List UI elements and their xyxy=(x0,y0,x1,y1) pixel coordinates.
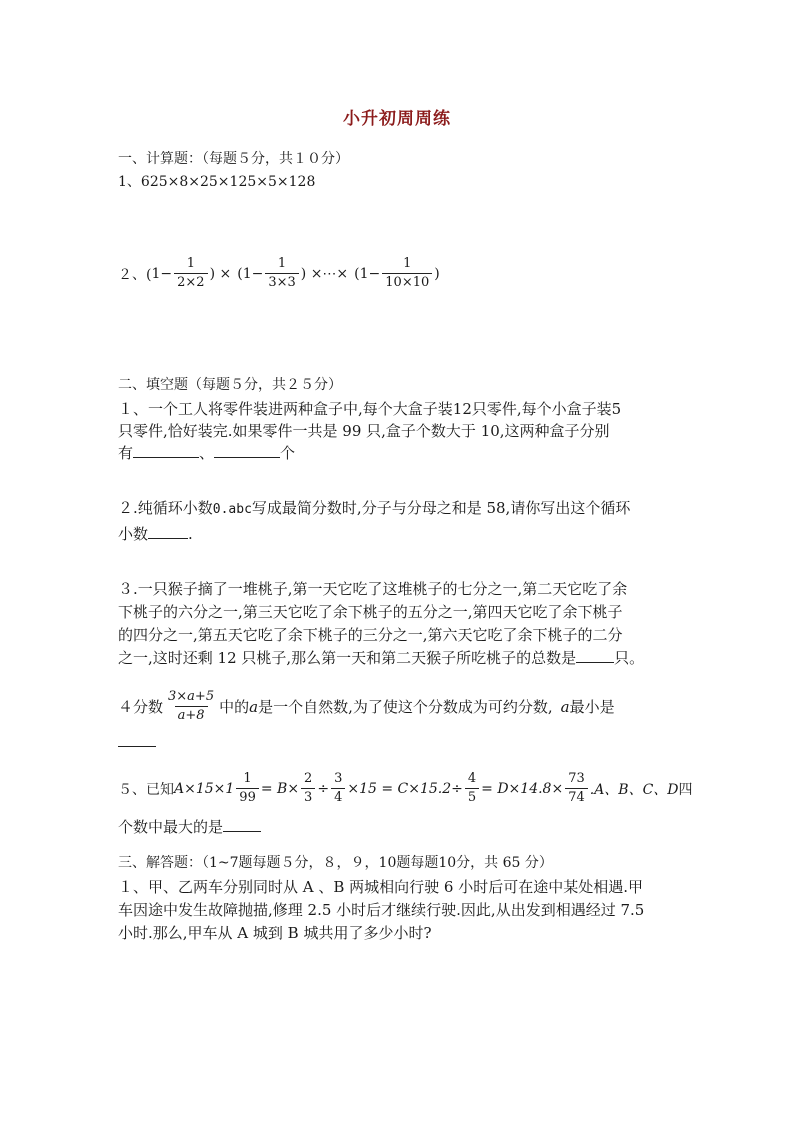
s2-q4-text-a: ４分数 xyxy=(118,698,164,716)
q5-expr-6: .A、B、C、D xyxy=(589,781,679,798)
q5-fraction-1 xyxy=(236,770,259,807)
s2-q1-line-2: 只零件,恰好装完.如果零件一共是 99 只,盒子个数大于 10,这两种盒子分别 xyxy=(118,422,610,440)
s2-q3-end: 只。 xyxy=(614,649,645,667)
q5-f2-num: 2 xyxy=(304,771,313,786)
s2-q5-line-1 xyxy=(118,770,693,807)
q4-var: a xyxy=(249,697,259,716)
answer-blank-5[interactable] xyxy=(118,732,156,747)
q2-one-3: 1 xyxy=(359,265,369,282)
q4-fraction xyxy=(165,688,217,725)
s2-q2-line-1 xyxy=(118,497,630,521)
q2-f2-den: 3×3 xyxy=(265,273,298,292)
s2-q5-text-a: ５、已知 xyxy=(118,781,174,798)
s2-q2-text-c: 小数 xyxy=(118,525,149,543)
q2-minus-3: − xyxy=(368,265,381,282)
q2-f1-den: 2×2 xyxy=(174,273,207,292)
s2-q5-line-2 xyxy=(118,816,261,838)
repeating-decimal: 0.abc xyxy=(212,502,252,517)
q2-f3-num: 1 xyxy=(403,256,412,271)
q5-fraction-3 xyxy=(331,770,345,807)
q5-expr-3: ÷ xyxy=(317,780,330,797)
q2-open-3: ( xyxy=(354,265,360,282)
s2-q1-text-b: 、 xyxy=(199,444,215,462)
s2-q3-line-3: 的四分之一,第五天它吃了余下桃子的三分之一,第六天它吃了余下桃子的二分 xyxy=(118,626,623,644)
q2-f3-den: 10×10 xyxy=(382,273,432,292)
answer-blank-3[interactable] xyxy=(148,524,188,539)
answer-blank-1[interactable] xyxy=(133,443,199,458)
q5-f5-den: 74 xyxy=(565,788,588,807)
q2-minus: − xyxy=(160,265,173,282)
s2-q1-line-1: １、一个工人将零件装进两种盒子中,每个大盒子装12只零件,每个小盒子装5 xyxy=(118,400,622,418)
q5-fraction-4 xyxy=(465,770,479,807)
s2-q5-text-c: 个数中最大的是 xyxy=(118,818,224,836)
q5-expr-4: ×15 = C×15.2÷ xyxy=(347,780,463,797)
q2-fraction-1 xyxy=(174,255,207,292)
q5-f1-den: 99 xyxy=(236,788,259,807)
section3-heading: 三、解答题：（1~7题每题５分，８，９，10题每题10分，共 65 分） xyxy=(118,855,553,871)
q5-f3-den: 4 xyxy=(331,788,345,807)
q5-fraction-2 xyxy=(301,770,315,807)
s2-q2-line-2 xyxy=(118,523,193,545)
q5-expr-1: A×15×1 xyxy=(174,780,235,797)
section1-heading: 一、计算题：（每题５分，共１０分） xyxy=(118,151,349,167)
q5-f4-den: 5 xyxy=(465,788,479,807)
q5-expr-5: = D×14.8× xyxy=(481,780,564,797)
s2-q4-text-c: 是一个自然数,为了使这个分数成为可约分数, xyxy=(258,698,553,716)
s2-q1-text-c: 个 xyxy=(280,444,296,462)
q2-one: 1 xyxy=(151,265,161,282)
q2-f2-num: 1 xyxy=(277,256,287,271)
q5-f1-num: 1 xyxy=(243,771,252,786)
s2-q2-text-b: 写成最简分数时,分子与分母之和是 58,请你写出这个循环 xyxy=(251,499,631,517)
s2-q2-end: . xyxy=(188,525,193,543)
q4-num: 3×a+5 xyxy=(168,689,215,704)
s2-q4-line-1 xyxy=(118,688,615,725)
q2-fraction-3 xyxy=(382,255,432,292)
s2-q3-line-4 xyxy=(118,647,644,669)
answer-blank-4[interactable] xyxy=(576,648,614,663)
q2-prefix: ２、( xyxy=(118,266,152,283)
q2-open-2: ( xyxy=(237,265,243,282)
s2-q1-line-3 xyxy=(118,442,295,464)
q5-expr-2: = B× xyxy=(260,780,300,797)
q2-mid-1: ) × xyxy=(209,265,232,282)
q2-f1-num: 1 xyxy=(186,256,195,271)
s2-q3-line-2: 下桃子的六分之一,第三天它吃了余下桃子的五分之一,第四天它吃了余下桃子 xyxy=(118,603,623,621)
q5-f3-num: 3 xyxy=(334,771,343,786)
answer-blank-2[interactable] xyxy=(214,443,280,458)
q4-den: a+8 xyxy=(175,706,208,725)
s2-q4-text-d: 最小是 xyxy=(569,698,615,716)
q5-f2-den: 3 xyxy=(301,788,315,807)
section1-question-1: 1、625×8×25×125×5×128 xyxy=(118,174,316,190)
s2-q3-line-1: ３.一只猴子摘了一堆桃子,第一天它吃了这堆桃子的七分之一,第二天它吃了余 xyxy=(118,580,628,598)
q5-fraction-5 xyxy=(565,770,588,807)
q2-mid-2: ) ×⋯× xyxy=(300,265,349,282)
q5-f4-num: 4 xyxy=(467,771,477,786)
q2-close: ) xyxy=(434,265,440,282)
s2-q4-line-2 xyxy=(118,732,156,753)
s2-q1-text-a: 有 xyxy=(118,444,134,462)
s2-q3-text: 之一,这时还剩 12 只桃子,那么第一天和第二天猴子所吃桃子的总数是 xyxy=(118,649,577,667)
section1-question-2 xyxy=(118,255,440,292)
q2-fraction-2 xyxy=(265,255,298,292)
q5-f5-num: 73 xyxy=(568,771,585,786)
q4-var-2: a xyxy=(560,697,570,716)
s3-q1-line-3: 小时.那么,甲车从 A 城到 B 城共用了多少小时? xyxy=(118,924,432,942)
section2-heading: 二、填空题（每题５分，共２５分） xyxy=(118,377,342,393)
page-title: 小升初周周练 xyxy=(343,109,451,129)
s3-q1-line-1: １、甲、乙两车分别同时从 A 、B 两城相向行驶 6 小时后可在途中某处相遇.甲 xyxy=(118,878,644,896)
s2-q5-text-b: 四 xyxy=(678,781,693,798)
s2-q4-text-b: 中的 xyxy=(219,698,250,716)
answer-blank-6[interactable] xyxy=(223,817,261,832)
q2-one-2: 1 xyxy=(242,265,252,282)
q2-minus-2: − xyxy=(251,265,264,282)
s2-q2-text-a: ２.纯循环小数 xyxy=(118,499,213,517)
s3-q1-line-2: 车因途中发生故障抛描,修理 2.5 小时后才继续行驶.因此,从出发到相遇经过 7.5 xyxy=(118,901,645,919)
